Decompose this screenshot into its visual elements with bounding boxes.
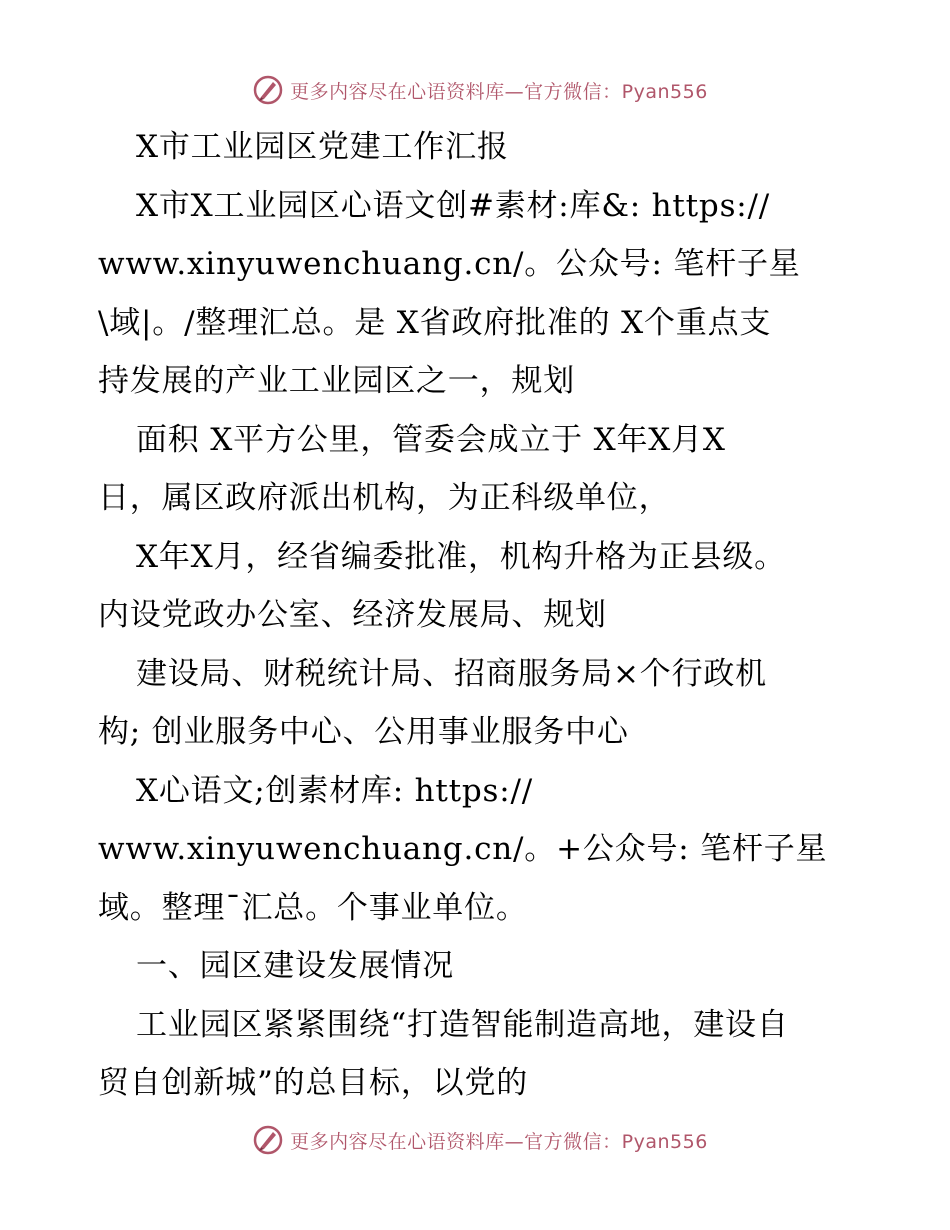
text-line: X年X月，经省编委批准，机构升格为正县级。	[136, 538, 786, 575]
text-line: 日，属区政府派出机构，为正科级单位，	[98, 480, 671, 516]
text-line: X市X工业园区心语文创#素材:库&: https://	[136, 187, 771, 224]
text-line: 工业园区紧紧围绕“打造智能制造高地，建设自	[136, 1006, 789, 1043]
text-line: 构; 创业服务中心、公用事业服务中心	[98, 714, 629, 750]
footer-watermark-text: 更多内容尽在心语资料库—官方微信：Pyan556	[290, 1130, 708, 1153]
text-line: 持发展的产业工业园区之一，规划	[98, 363, 575, 399]
text-line: 建设局、财税统计局、招商服务局×个行政机	[136, 655, 767, 692]
text-line: \域|。/整理汇总。是 X省政府批准的 X个重点支	[98, 304, 772, 341]
text-line: www.xinyuwenchuang.cn/。公众号: 笔杆子星	[98, 246, 801, 282]
text-line: 内设党政办公室、经济发展局、规划	[98, 597, 607, 633]
text-line: 一、园区建设发展情况	[136, 948, 454, 984]
text-line: www.xinyuwenchuang.cn/。+公众号: 笔杆子星	[98, 831, 828, 867]
header-watermark-banner	[0, 70, 950, 110]
document-body	[98, 118, 858, 1113]
pen-logo-icon	[252, 1124, 284, 1156]
text-line: 贸自创新城”的总目标，以党的	[98, 1065, 529, 1101]
text-line: 域。整理¯汇总。个事业单位。	[98, 889, 528, 926]
header-watermark-text: 更多内容尽在心语资料库—官方微信：Pyan556	[290, 80, 708, 103]
pen-logo-icon	[252, 74, 284, 106]
text-line: X市工业园区党建工作汇报	[136, 129, 509, 165]
footer-watermark-banner	[0, 1120, 950, 1160]
text-line: 面积 X平方公里，管委会成立于 X年X月X	[136, 421, 726, 458]
text-line: X心语文;创素材库: https://	[136, 772, 533, 809]
